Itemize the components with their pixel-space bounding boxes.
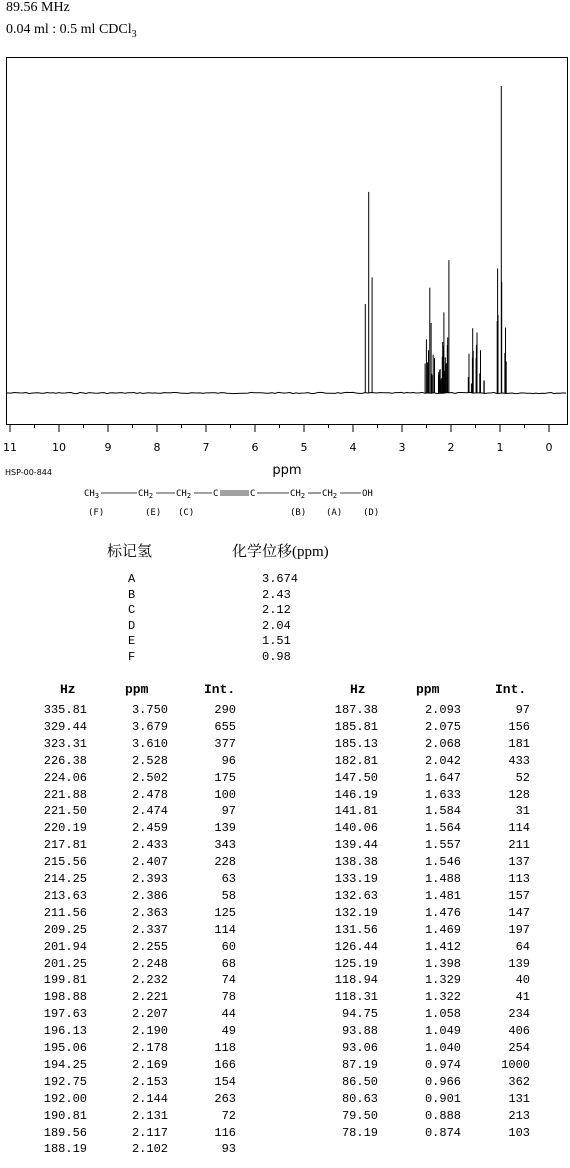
peak-cell-hz: 133.19 — [334, 872, 378, 886]
peak-cell-hz: 125.19 — [334, 956, 378, 971]
spectrum-code: HSP-00-844 — [5, 468, 52, 477]
peak-cell-int: 78 — [221, 990, 236, 1005]
x-tick-label: 4 — [349, 441, 357, 454]
peak-cell-ppm: 1.564 — [424, 821, 461, 836]
peak-cell-ppm: 1.481 — [424, 888, 461, 903]
peak-cell-ppm: 1.049 — [424, 1024, 461, 1039]
group-ch3: $CH_3$ — [84, 489, 100, 500]
peak-cell-int: 114 — [508, 821, 530, 836]
peak-cell-ppm: 1.633 — [424, 787, 461, 802]
peak-cell-hz: 80.63 — [341, 1091, 378, 1106]
peak-cell-hz: 94.75 — [341, 1007, 378, 1022]
peak-cell-hz: 190.81 — [43, 1108, 87, 1123]
peak-cell-ppm: 2.093 — [424, 703, 461, 717]
peak-cell-hz: 147.50 — [334, 770, 378, 785]
peak-cell-hz: 79.50 — [341, 1108, 378, 1123]
peak-cell-int: 166 — [214, 1057, 236, 1072]
solvent-subscript: 3 — [131, 28, 137, 40]
peak-cell-hz: 87.19 — [341, 1057, 378, 1072]
header-hz-right: Hz — [350, 682, 366, 697]
assignment-label-header: 标记氢 — [107, 544, 153, 560]
x-tick-label: 6 — [251, 441, 259, 454]
peak-cell-hz: 192.75 — [43, 1074, 87, 1089]
peak-cell-ppm: 0.874 — [424, 1125, 461, 1140]
peak-cell-hz: 198.88 — [43, 990, 87, 1005]
peak-cell-ppm: 2.248 — [131, 956, 168, 971]
peak-cell-ppm: 3.610 — [131, 736, 168, 751]
peak-cell-hz: 141.81 — [334, 804, 378, 819]
peak-cell-hz: 197.63 — [43, 1007, 87, 1022]
peak-cell-ppm: 2.042 — [424, 753, 461, 768]
peak-cell-hz: 118.94 — [334, 973, 378, 988]
peak-cell-int: 197 — [508, 922, 530, 937]
peak-cell-int: 211 — [508, 838, 530, 853]
peak-cell-int: 116 — [214, 1125, 236, 1140]
label-b: (B) — [290, 508, 307, 518]
header-hz-left: Hz — [60, 682, 76, 697]
assignment-label: E — [128, 634, 136, 648]
x-tick-label: 7 — [202, 441, 210, 454]
peak-cell-int: 41 — [515, 990, 530, 1005]
peak-cell-ppm: 2.131 — [131, 1108, 168, 1123]
peak-cell-int: 377 — [214, 736, 236, 751]
peak-cell-int: 139 — [508, 956, 530, 971]
header-ppm-right: ppm — [416, 682, 440, 697]
x-tick-label: 11 — [3, 441, 17, 454]
peak-cell-hz: 93.06 — [341, 1041, 378, 1055]
peak-cell-hz: 187.38 — [334, 703, 378, 717]
peak-cell-int: 68 — [221, 956, 236, 971]
peak-cell-hz: 118.31 — [334, 990, 378, 1005]
peak-cell-int: 655 — [214, 719, 236, 734]
peak-cell-hz: 139.44 — [334, 838, 378, 853]
peak-cell-int: 31 — [515, 804, 530, 819]
peak-cell-int: 114 — [214, 922, 236, 937]
peak-cell-hz: 209.25 — [43, 922, 87, 937]
assignment-label: D — [128, 618, 136, 633]
peak-cell-hz: 185.13 — [334, 736, 378, 751]
peak-cell-hz: 224.06 — [43, 770, 87, 785]
assignment-shift: 2.43 — [262, 587, 291, 602]
label-a: (A) — [326, 508, 343, 518]
peak-cell-ppm: 1.476 — [424, 905, 461, 920]
peak-cell-int: 44 — [221, 1007, 236, 1022]
peak-cell-ppm: 1.557 — [424, 838, 461, 853]
x-tick-label: 1 — [496, 441, 504, 454]
peak-cell-int: 228 — [214, 855, 236, 870]
peak-cell-hz: 329.44 — [43, 719, 87, 734]
peak-cell-ppm: 0.974 — [424, 1057, 461, 1072]
peak-cell-int: 406 — [508, 1024, 530, 1039]
peak-cell-int: 113 — [508, 872, 530, 886]
peak-cell-hz: 335.81 — [43, 703, 87, 717]
peak-cell-hz: 182.81 — [334, 753, 378, 768]
peak-cell-ppm: 1.647 — [424, 770, 461, 785]
x-tick-label: 2 — [447, 441, 455, 454]
peak-cell-int: 362 — [508, 1074, 530, 1089]
peak-cell-ppm: 2.407 — [131, 855, 168, 870]
label-f: (F) — [88, 508, 105, 518]
x-tick-label: 8 — [153, 441, 161, 454]
peak-cell-hz: 220.19 — [43, 821, 87, 836]
peak-cell-int: 97 — [221, 804, 236, 819]
group-ch2-e: $CH_2$ — [138, 489, 154, 500]
peak-cell-ppm: 2.207 — [131, 1007, 168, 1022]
peak-cell-int: 156 — [508, 719, 530, 734]
x-tick-label: 10 — [52, 441, 66, 454]
assignment-shift: 1.51 — [262, 634, 291, 648]
assignment-label: F — [128, 649, 136, 664]
peak-cell-ppm: 2.169 — [131, 1057, 168, 1072]
peak-cell-int: 60 — [221, 939, 236, 954]
peak-cell-int: 157 — [508, 888, 530, 903]
peak-cell-int: 96 — [221, 753, 236, 768]
peak-cell-ppm: 2.221 — [131, 990, 168, 1005]
peak-cell-int: 72 — [221, 1108, 236, 1123]
peak-cell-hz: 93.88 — [341, 1024, 378, 1039]
peak-cell-hz: 126.44 — [334, 939, 378, 954]
group-ch2-a: $CH_2$ — [322, 489, 338, 500]
peak-cell-hz: 195.06 — [43, 1041, 87, 1055]
peak-cell-hz: 201.25 — [43, 956, 87, 971]
peak-cell-int: 125 — [214, 905, 236, 920]
x-axis-label: ppm — [272, 463, 302, 478]
assignment-label: B — [128, 587, 136, 602]
group-oh: OH — [362, 489, 373, 499]
peak-cell-ppm: 2.102 — [131, 1142, 168, 1157]
peak-cell-hz: 323.31 — [43, 736, 87, 751]
peak-cell-ppm: 1.322 — [424, 990, 461, 1005]
assignment-label: A — [128, 572, 136, 586]
peak-cell-ppm: 2.393 — [131, 872, 168, 886]
peak-cell-ppm: 2.386 — [131, 888, 168, 903]
peak-cell-ppm: 2.337 — [131, 922, 168, 937]
peak-cell-int: 131 — [508, 1091, 530, 1106]
peak-cell-ppm: 2.255 — [131, 939, 168, 954]
peak-cell-ppm: 0.888 — [424, 1108, 461, 1123]
peak-cell-hz: 185.81 — [334, 719, 378, 734]
group-c-alkyne-2: C — [250, 489, 256, 499]
peak-cell-ppm: 1.584 — [424, 804, 461, 819]
peak-cell-ppm: 1.398 — [424, 956, 461, 971]
assignment-shift: 0.98 — [262, 649, 291, 664]
peak-cell-int: 52 — [515, 770, 530, 785]
peak-cell-ppm: 2.144 — [131, 1091, 168, 1106]
peak-cell-hz: 211.56 — [43, 905, 87, 920]
peak-cell-ppm: 2.068 — [424, 736, 461, 751]
x-tick-label: 9 — [104, 441, 112, 454]
peak-cell-int: 97 — [515, 703, 530, 717]
peak-cell-hz: 226.38 — [43, 753, 87, 768]
peak-cell-hz: 78.19 — [341, 1125, 378, 1140]
peak-cell-ppm: 2.478 — [131, 787, 168, 802]
peak-cell-ppm: 2.363 — [131, 905, 168, 920]
peak-cell-int: 58 — [221, 888, 236, 903]
peak-cell-ppm: 1.546 — [424, 855, 461, 870]
peak-cell-ppm: 1.329 — [424, 973, 461, 988]
peak-cell-int: 93 — [221, 1142, 236, 1157]
peak-cell-hz: 215.56 — [43, 855, 87, 870]
peak-cell-ppm: 2.474 — [131, 804, 168, 819]
peak-cell-int: 263 — [214, 1091, 236, 1106]
peak-cell-ppm: 0.901 — [424, 1091, 461, 1106]
peak-cell-ppm: 1.058 — [424, 1007, 461, 1022]
assignment-shift: 2.12 — [262, 603, 291, 617]
peak-cell-hz: 213.63 — [43, 888, 87, 903]
peak-cell-ppm: 0.966 — [424, 1074, 461, 1089]
header-int-right: Int. — [495, 682, 527, 697]
peak-cell-hz: 146.19 — [334, 787, 378, 802]
peak-cell-int: 181 — [508, 736, 530, 751]
peak-cell-hz: 192.00 — [43, 1091, 87, 1106]
peak-cell-hz: 140.06 — [334, 821, 378, 836]
peak-cell-int: 1000 — [501, 1057, 530, 1072]
peak-cell-hz: 138.38 — [334, 855, 378, 870]
peak-cell-hz: 132.63 — [334, 888, 378, 903]
peak-cell-hz: 217.81 — [43, 838, 87, 853]
molecule-structure — [0, 0, 570, 530]
peak-cell-ppm: 1.040 — [424, 1041, 461, 1055]
peak-cell-ppm: 2.459 — [131, 821, 168, 836]
assignment-shift: 3.674 — [262, 572, 299, 586]
peak-cell-int: 118 — [214, 1041, 236, 1055]
peak-cell-int: 103 — [508, 1125, 530, 1140]
peak-cell-hz: 86.50 — [341, 1074, 378, 1089]
group-ch2-b: $CH_2$ — [290, 489, 306, 500]
peak-cell-ppm: 3.750 — [131, 703, 168, 717]
peak-cell-int: 74 — [221, 973, 236, 988]
peak-cell-hz: 201.94 — [43, 939, 87, 954]
group-ch2-c: $CH_2$ — [176, 489, 192, 500]
group-c-alkyne-1: C — [213, 489, 219, 499]
peak-cell-ppm: 2.502 — [131, 770, 168, 785]
peak-cell-ppm: 1.412 — [424, 939, 461, 954]
peak-cell-int: 343 — [214, 838, 236, 853]
peak-cell-hz: 132.19 — [334, 905, 378, 920]
assignment-shift: 2.04 — [262, 618, 291, 633]
label-d: (D) — [363, 508, 380, 518]
peak-cell-ppm: 2.075 — [424, 719, 461, 734]
peak-cell-ppm: 2.153 — [131, 1074, 168, 1089]
x-tick-label: 5 — [300, 441, 308, 454]
peak-cell-ppm: 1.469 — [424, 922, 461, 937]
peak-cell-ppm: 2.528 — [131, 753, 168, 768]
peak-cell-hz: 194.25 — [43, 1057, 87, 1072]
peak-cell-hz: 214.25 — [43, 872, 87, 886]
peak-cell-hz: 189.56 — [43, 1125, 87, 1140]
peak-cell-hz: 221.88 — [43, 787, 87, 802]
label-c: (C) — [178, 508, 195, 518]
peak-cell-int: 147 — [508, 905, 530, 920]
peak-cell-int: 290 — [214, 703, 236, 717]
peak-cell-int: 63 — [221, 872, 236, 886]
peak-cell-hz: 188.19 — [43, 1142, 87, 1157]
peak-cell-ppm: 2.117 — [131, 1125, 168, 1140]
peak-cell-ppm: 2.190 — [131, 1024, 168, 1039]
peak-cell-ppm: 2.232 — [131, 973, 168, 988]
assignment-label: C — [128, 603, 136, 617]
header-int-left: Int. — [204, 682, 236, 697]
peak-cell-hz: 199.81 — [43, 973, 87, 988]
peak-cell-hz: 221.50 — [43, 804, 87, 819]
peak-cell-int: 213 — [508, 1108, 530, 1123]
header-ppm-left: ppm — [125, 682, 149, 697]
spectrometer-frequency: 89.56 MHz — [6, 0, 70, 15]
peak-cell-int: 137 — [508, 855, 530, 870]
peak-cell-int: 128 — [508, 787, 530, 802]
x-tick-label: 0 — [545, 441, 553, 454]
peak-cell-int: 40 — [515, 973, 530, 988]
peak-cell-int: 433 — [508, 753, 530, 768]
peak-cell-hz: 131.56 — [334, 922, 378, 937]
peak-cell-int: 64 — [515, 939, 530, 954]
peak-cell-int: 254 — [508, 1041, 530, 1055]
peak-cell-ppm: 2.433 — [131, 838, 168, 853]
peak-cell-int: 234 — [508, 1007, 530, 1022]
peak-cell-int: 175 — [214, 770, 236, 785]
peak-cell-int: 49 — [221, 1024, 236, 1039]
peak-cell-int: 154 — [214, 1074, 236, 1089]
solvent-text: 0.04 ml : 0.5 ml CDCl — [6, 22, 132, 37]
peak-cell-int: 100 — [214, 787, 236, 802]
peak-cell-hz: 196.13 — [43, 1024, 87, 1039]
assignment-shift-header: 化学位移(ppm) — [232, 544, 329, 560]
peak-cell-ppm: 2.178 — [131, 1041, 168, 1055]
peak-cell-int: 139 — [214, 821, 236, 836]
peak-cell-ppm: 1.488 — [424, 872, 461, 886]
x-tick-label: 3 — [398, 441, 406, 454]
peak-cell-ppm: 3.679 — [131, 719, 168, 734]
label-e: (E) — [145, 508, 162, 518]
